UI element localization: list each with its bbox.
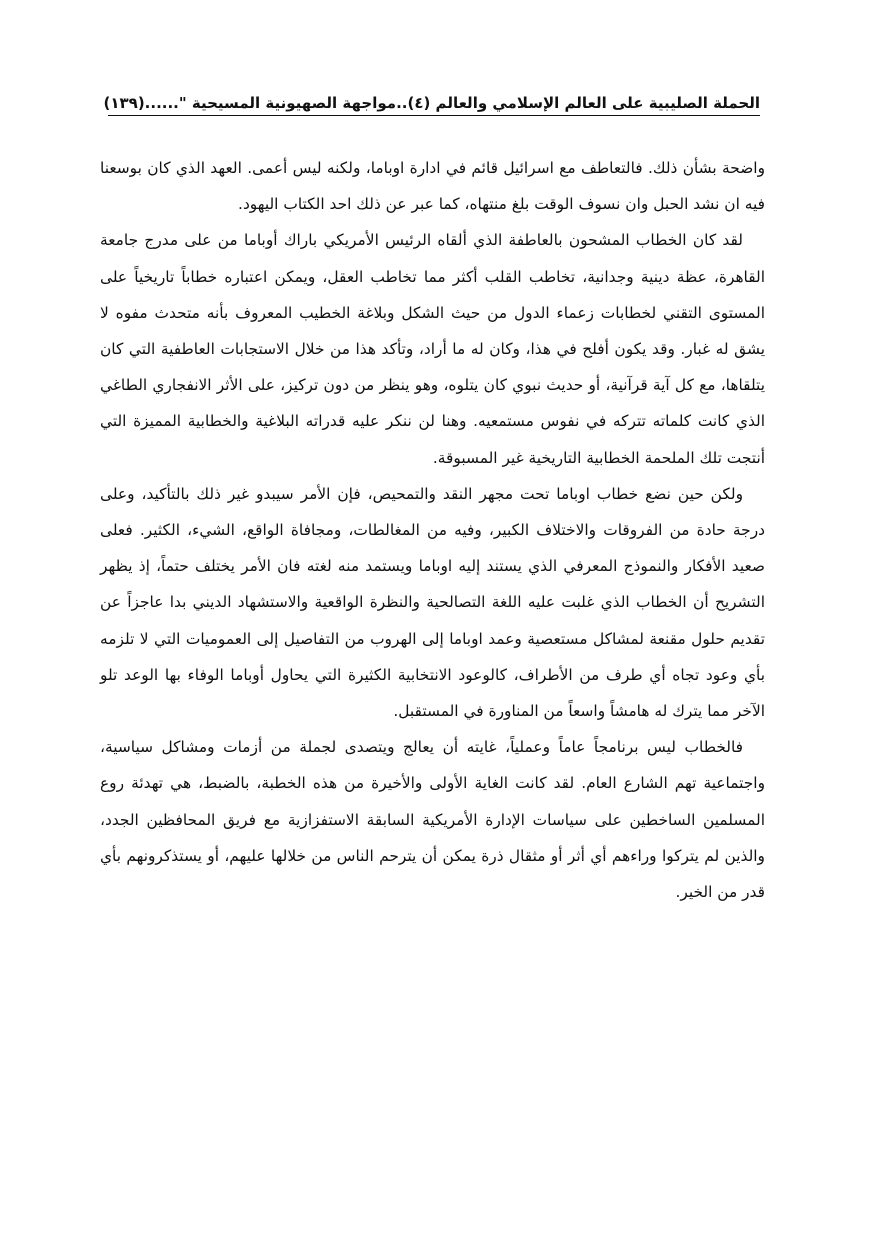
paragraph: واضحة بشأن ذلك. فالتعاطف مع اسرائيل قائم في ادارة اوباما، ولكنه ليس أعمى. العهد الذي كان بوسعنا فيه ان نشد الحبل وان نسوف الوقت بلغ منتهاه، كما عبر عن ذلك احد الكتاب اليهود. <box>100 159 765 214</box>
paragraph: ولكن حين نضع خطاب اوباما تحت مجهر النقد والتمحيص، فإن الأمر سيبدو غير ذلك بالتأكيد، وعلى درجة حادة من الفروقات والاختلاف الكبير، وفيه من المغالطات، ومجافاة الواقع، الشيء، الكثير. فعلى صعيد الأفكار والنموذج المعرفي الذي يستند إليه اوباما ويستمد منه لغته فان الأمر يختلف حتماً، إذ يظهر التشريح أن الخطاب الذي غلبت عليه اللغة التصالحية والنظرة الواقعية والاستشهاد الديني بدا عاجزاً عن تقديم حلول مقنعة لمشاكل مستعصية وعمد اوباما إلى الهروب من التفاصيل إلى العموميات التي لا تلزمه بأي وعود تجاه أي طرف من الأطراف، كالوعود الانتخابية الكثيرة التي يحاول أوباما الوفاء بها الوعد تلو الآخر مما يترك له هامشاً واسعاً من المناورة في المستقبل. <box>100 484 765 721</box>
header-title: الحملة الصليبية على العالم الإسلامي والعالم (٤)..مواجهة الصهيونية المسيحية "...... <box>144 94 760 112</box>
paragraph: فالخطاب ليس برنامجاً عاماً وعملياً، غايته أن يعالج ويتصدى لجملة من أزمات ومشاكل سياسية، واجتماعية تهم الشارع العام. لقد كانت الغاية الأولى والأخيرة من هذه الخطبة، بالضبط، هي تهدئة روع المسلمين الساخطين على سياسات الإدارة الأمريكية السابقة الاستفزازية مع فريق المحافظين الجدد، والذين لم يتركوا وراءهم أي أثر أو مثقال ذرة يمكن أن يترحم الناس من خلالها عليهم، أو يستذكرونهم بأي قدر من الخير. <box>100 738 765 902</box>
page-number: (١٣٩) <box>103 94 145 112</box>
running-header <box>103 86 760 116</box>
body-text <box>100 150 765 910</box>
paragraph: لقد كان الخطاب المشحون بالعاطفة الذي ألقاه الرئيس الأمريكي باراك أوباما من على مدرج جامعة القاهرة، عظة دينية وجدانية، تخاطب القلب أكثر مما تخاطب العقل، ويمكن اعتباره خطاباً تاريخياً على المستوى التقني لخطابات زعماء الدول من حيث الشكل وبلاغة الخطيب المعروف بأنه متحدث مفوه لا يشق له غبار. وقد يكون أفلح في هذا، وكان له ما أراد، وتأكد هذا من خلال الاستجابات العاطفية التي كان يتلقاها، مع كل آية قرآنية، أو حديث نبوي كان يتلوه، وهو ينظر من دون تركيز، على الأثر الانفجاري الطاغي الذي كانت كلماته تتركه في نفوس مستمعيه. وهنا لن ننكر عليه قدراته البلاغية والخطابية المميزة التي أنتجت تلك الملحمة الخطابية التاريخية غير المسبوقة. <box>100 231 765 467</box>
